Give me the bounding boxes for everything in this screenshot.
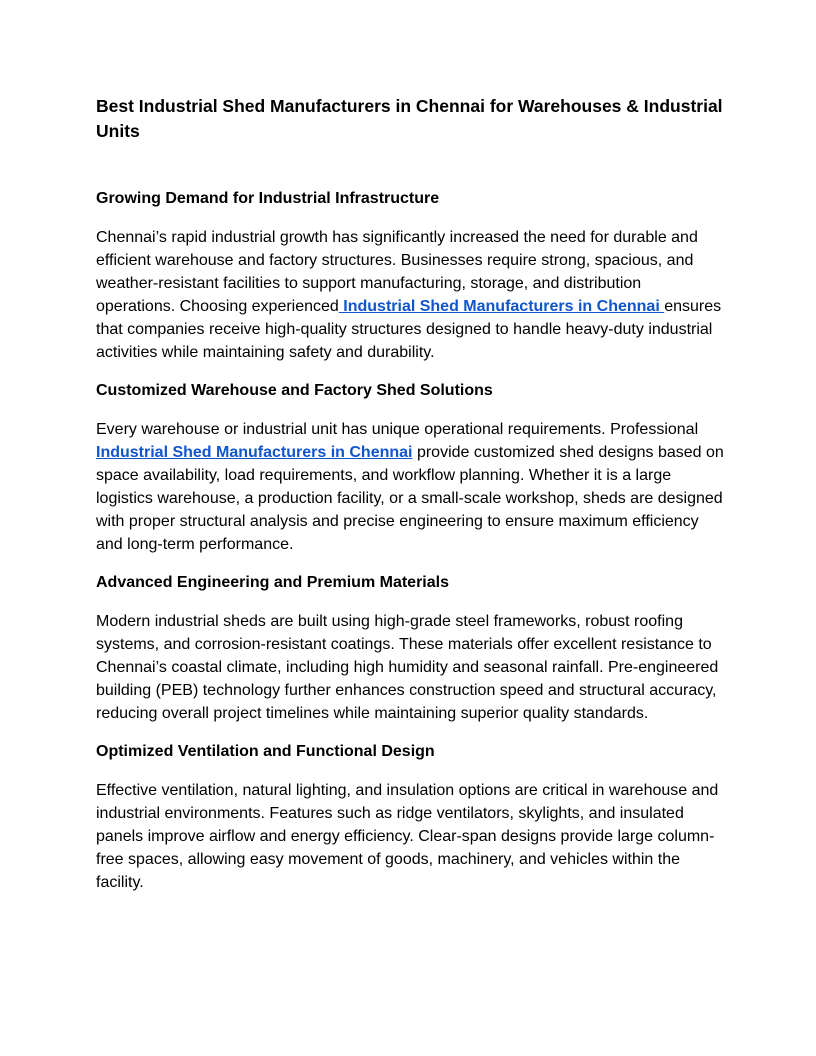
section-heading-ventilation: Optimized Ventilation and Functional Design	[96, 743, 435, 760]
document-title: Best Industrial Shed Manufacturers in Chennai for Warehouses & Industrial Units	[96, 96, 723, 141]
document-page	[96, 94, 724, 894]
section-paragraph-ventilation: Effective ventilation, natural lighting, and insulation options are critical in warehouse and industrial environments. Features such as ridge ventilators, skylights, and insulated panels improve airflow and energy efficiency. Clear-span designs provide large column-free spaces, allowing easy movement of goods, machinery, and vehicles within the facility.	[96, 782, 719, 891]
manufacturers-link[interactable]: Industrial Shed Manufacturers in Chennai	[338, 298, 665, 315]
paragraph-text: Chennai’s rapid industrial growth has significantly increased the need for durable and efficient warehouse and factory structures. Businesses require strong, spacious, and weather-resistant facilities to support manufacturing, storage, and distribution operations. Choosing experienced	[96, 229, 698, 315]
section-paragraph-infrastructure	[96, 226, 724, 364]
paragraph-text: provide customized shed designs based on space availability, load requirements, and workflow planning. Whether it is a large logistics warehouse, a production facility, or a small-scale workshop, sheds are designed with proper structural analysis and precise engineering to ensure maximum efficiency and long-term performance.	[96, 444, 724, 553]
section-heading-infrastructure: Growing Demand for Industrial Infrastructure	[96, 190, 440, 207]
manufacturers-link[interactable]: Industrial Shed Manufacturers in Chennai	[96, 444, 413, 461]
section-heading-custom-solutions: Customized Warehouse and Factory Shed Solutions	[96, 382, 493, 399]
paragraph-text: ensures that companies receive high-quality structures designed to handle heavy-duty industrial activities while maintaining safety and durability.	[96, 298, 722, 361]
section-heading-engineering: Advanced Engineering and Premium Materials	[96, 574, 449, 591]
paragraph-text: Every warehouse or industrial unit has unique operational requirements. Professional	[96, 421, 699, 438]
section-paragraph-engineering: Modern industrial sheds are built using high-grade steel frameworks, robust roofing systems, and corrosion-resistant coatings. These materials offer excellent resistance to Chennai’s coastal climate, including high humidity and seasonal rainfall. Pre-engineered building (PEB) technology further enhances construction speed and structural accuracy, reducing overall project timelines while maintaining superior quality standards.	[96, 613, 719, 722]
section-paragraph-custom-solutions	[96, 418, 724, 556]
